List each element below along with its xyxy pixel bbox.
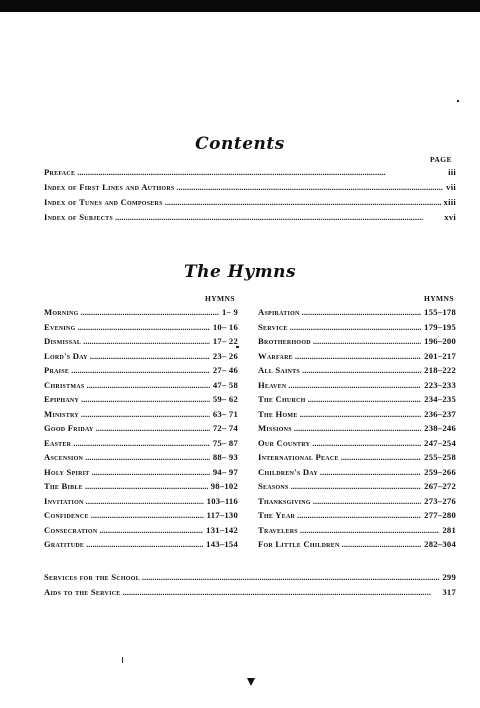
dot-leader bbox=[300, 524, 439, 536]
hymn-category bbox=[44, 524, 238, 536]
back-matter-entry-label: Aids to the Service bbox=[44, 587, 121, 597]
hymn-category bbox=[44, 364, 238, 376]
hymn-category bbox=[258, 408, 456, 420]
dot-leader bbox=[290, 321, 422, 333]
dot-leader bbox=[91, 509, 204, 521]
back-matter-entry bbox=[44, 571, 456, 583]
hymn-category-label: Children's Day bbox=[258, 466, 318, 477]
top-edge-bar bbox=[0, 0, 480, 12]
hymn-category bbox=[44, 306, 238, 318]
speck-mark bbox=[457, 100, 459, 102]
hymn-category-number: 238–246 bbox=[424, 423, 456, 433]
hymn-category-number: 255–258 bbox=[424, 452, 456, 462]
hymn-category bbox=[258, 335, 456, 347]
hymn-category-number: 277–280 bbox=[424, 510, 456, 520]
hymn-category bbox=[44, 466, 238, 478]
dot-leader bbox=[90, 350, 210, 362]
hymn-category-number: 59– 62 bbox=[212, 394, 238, 404]
hymn-category-number: 223–233 bbox=[424, 379, 456, 390]
dot-leader bbox=[86, 379, 209, 391]
hymn-category-number: 218–222 bbox=[424, 365, 456, 375]
dot-leader bbox=[342, 538, 422, 550]
dot-leader bbox=[142, 571, 439, 583]
hymns-heading: The Hymns bbox=[183, 262, 297, 282]
dot-leader bbox=[81, 393, 210, 405]
dot-leader bbox=[302, 306, 422, 318]
dot-leader bbox=[123, 586, 440, 598]
hymn-category-label: Our Country bbox=[258, 437, 311, 448]
contents-entry bbox=[44, 166, 456, 178]
dot-leader bbox=[295, 350, 421, 362]
dot-leader bbox=[85, 451, 210, 463]
hymn-category-label: The Year bbox=[258, 510, 296, 520]
contents-entry-label: Index of Tunes and Composers bbox=[44, 197, 163, 207]
hymn-category bbox=[44, 321, 238, 333]
hymn-category bbox=[44, 393, 238, 405]
contents-entry-number: xvi bbox=[444, 212, 456, 222]
hymn-category bbox=[258, 350, 456, 362]
hymn-category-label: Morning bbox=[44, 307, 79, 317]
hymn-category bbox=[44, 495, 238, 507]
hymn-category-label: Easter bbox=[44, 437, 72, 448]
dot-leader bbox=[300, 408, 422, 420]
dot-leader bbox=[81, 408, 210, 420]
dot-leader bbox=[83, 335, 210, 347]
hymn-category bbox=[258, 379, 456, 391]
dot-leader bbox=[302, 364, 421, 376]
hymn-category-number: 103–116 bbox=[206, 495, 238, 506]
hymn-category-label: Holy Spirit bbox=[44, 466, 90, 477]
hymn-category bbox=[258, 509, 456, 521]
hymn-category bbox=[44, 379, 238, 391]
hymn-category-label: Christmas bbox=[44, 379, 85, 390]
hymn-category bbox=[258, 393, 456, 405]
dot-leader bbox=[77, 166, 445, 178]
hymn-category-number: 72– 74 bbox=[212, 423, 238, 433]
hymn-category-number: 98–102 bbox=[210, 481, 238, 491]
dot-leader bbox=[86, 495, 204, 507]
dot-leader bbox=[73, 437, 210, 449]
hymn-category-label: Lord's Day bbox=[44, 350, 88, 361]
contents-entry bbox=[44, 181, 456, 193]
contents-entry bbox=[44, 211, 456, 223]
hymn-category-number: 94– 97 bbox=[212, 466, 238, 477]
hymn-category-label: For Little Children bbox=[258, 539, 340, 549]
hymn-category-number: 27– 46 bbox=[212, 365, 238, 375]
speck-mark bbox=[236, 346, 239, 348]
dot-leader bbox=[294, 422, 421, 434]
hymn-category-label: Aspiration bbox=[258, 307, 300, 317]
hymn-category bbox=[258, 321, 456, 333]
dot-leader bbox=[297, 509, 421, 521]
hymn-category-label: The Church bbox=[258, 394, 306, 404]
hymn-category bbox=[44, 350, 238, 362]
contents-entry-number: xiii bbox=[443, 197, 456, 207]
hymn-category bbox=[44, 480, 238, 492]
hymn-category-number: 247–254 bbox=[424, 437, 456, 448]
dot-leader bbox=[313, 495, 421, 507]
page-turn-arrow-icon bbox=[247, 678, 255, 686]
hymn-category-label: Consecration bbox=[44, 524, 98, 535]
hymn-category-label: Travelers bbox=[258, 524, 298, 535]
hymn-category-number: 196–200 bbox=[424, 336, 456, 346]
hymn-category bbox=[258, 437, 456, 449]
dot-leader bbox=[288, 379, 421, 391]
dot-leader bbox=[78, 321, 210, 333]
hymn-category-number: 179–195 bbox=[424, 321, 456, 332]
contents-entry-label: Index of First Lines and Authors bbox=[44, 182, 175, 192]
dot-leader bbox=[308, 393, 422, 405]
dot-leader bbox=[291, 480, 422, 492]
hymn-category-number: 10– 16 bbox=[212, 321, 238, 332]
hymn-category-label: Heaven bbox=[258, 379, 287, 390]
hymn-category bbox=[258, 524, 456, 536]
hymn-category-label: International Peace bbox=[258, 452, 339, 462]
hymn-category-number: 75– 87 bbox=[212, 437, 238, 448]
dot-leader bbox=[96, 422, 210, 434]
hymn-category-number: 155–178 bbox=[424, 307, 456, 317]
hymn-category-number: 234–235 bbox=[424, 394, 456, 404]
hymn-category bbox=[44, 422, 238, 434]
hymn-category bbox=[258, 480, 456, 492]
hymn-category-number: 1– 9 bbox=[221, 307, 238, 317]
dot-leader bbox=[312, 437, 421, 449]
hymn-category-label: Brotherhood bbox=[258, 336, 311, 346]
contents-entry bbox=[44, 196, 456, 208]
contents-entry-label: Preface bbox=[44, 167, 76, 177]
contents-heading: Contents bbox=[195, 134, 285, 154]
back-matter-entry bbox=[44, 586, 456, 598]
hymn-category-number: 259–266 bbox=[424, 466, 456, 477]
hymn-category-label: Seasons bbox=[258, 481, 289, 491]
contents-entry-number: iii bbox=[448, 167, 456, 177]
hymn-category-number: 117–130 bbox=[206, 510, 238, 520]
dot-leader bbox=[91, 466, 209, 478]
dot-leader bbox=[320, 466, 421, 478]
hymns-column-label-left: HYMNS bbox=[205, 294, 235, 303]
hymn-category bbox=[258, 466, 456, 478]
hymn-category-label: The Home bbox=[258, 408, 298, 419]
hymn-category-label: Ascension bbox=[44, 452, 84, 462]
hymn-category-number: 281 bbox=[442, 524, 456, 535]
hymn-category-label: Service bbox=[258, 321, 288, 332]
hymn-category-number: 23– 26 bbox=[212, 350, 238, 361]
speck-mark bbox=[122, 657, 123, 663]
hymn-category-label: Dismissal bbox=[44, 336, 82, 346]
hymn-category bbox=[258, 364, 456, 376]
dot-leader bbox=[71, 364, 210, 376]
dot-leader bbox=[115, 211, 441, 223]
hymn-category bbox=[44, 538, 238, 550]
hymn-category-label: Gratitude bbox=[44, 539, 85, 549]
hymn-category-label: Missions bbox=[258, 423, 292, 433]
back-matter-entry-number: 299 bbox=[442, 572, 456, 582]
hymn-category bbox=[44, 509, 238, 521]
back-matter-entry-label: Services for the School bbox=[44, 572, 140, 582]
hymn-category-number: 236–237 bbox=[424, 408, 456, 419]
back-matter-entry-number: 317 bbox=[442, 587, 456, 597]
hymn-category bbox=[44, 451, 238, 463]
dot-leader bbox=[341, 451, 421, 463]
hymn-category-label: Epiphany bbox=[44, 394, 80, 404]
hymn-category-label: Thanksgiving bbox=[258, 495, 311, 506]
hymn-category bbox=[258, 538, 456, 550]
hymn-category-label: The Bible bbox=[44, 481, 83, 491]
hymn-category-number: 282–304 bbox=[424, 539, 456, 549]
hymn-category-label: Invitation bbox=[44, 495, 84, 506]
hymn-category-label: Warfare bbox=[258, 350, 293, 361]
hymn-category-number: 267–272 bbox=[424, 481, 456, 491]
hymn-category-label: Ministry bbox=[44, 408, 79, 419]
hymn-category bbox=[44, 437, 238, 449]
hymn-category-number: 143–154 bbox=[206, 539, 238, 549]
hymn-category bbox=[44, 408, 238, 420]
dot-leader bbox=[85, 480, 208, 492]
hymn-category-number: 273–276 bbox=[424, 495, 456, 506]
dot-leader bbox=[81, 306, 219, 318]
hymns-column-label-right: HYMNS bbox=[424, 294, 454, 303]
hymn-category-label: All Saints bbox=[258, 365, 300, 375]
hymn-category-label: Evening bbox=[44, 321, 76, 332]
hymn-category bbox=[258, 451, 456, 463]
dot-leader bbox=[99, 524, 203, 536]
hymn-category-number: 201–217 bbox=[424, 350, 456, 361]
hymn-category-label: Confidence bbox=[44, 510, 89, 520]
hymn-category bbox=[44, 335, 238, 347]
hymn-category-number: 47– 58 bbox=[212, 379, 238, 390]
hymn-category-number: 63– 71 bbox=[212, 408, 238, 419]
contents-entry-number: vii bbox=[446, 182, 456, 192]
hymn-category-label: Praise bbox=[44, 365, 70, 375]
dot-leader bbox=[165, 196, 441, 208]
hymn-category-number: 88– 93 bbox=[212, 452, 238, 462]
contents-entry-label: Index of Subjects bbox=[44, 212, 114, 222]
hymn-category bbox=[258, 306, 456, 318]
hymn-category bbox=[258, 495, 456, 507]
hymn-category-number: 131–142 bbox=[206, 524, 238, 535]
hymn-category bbox=[258, 422, 456, 434]
hymn-category-label: Good Friday bbox=[44, 423, 94, 433]
dot-leader bbox=[86, 538, 203, 550]
page-column-label: PAGE bbox=[430, 155, 452, 164]
dot-leader bbox=[176, 181, 443, 193]
dot-leader bbox=[313, 335, 421, 347]
hymn-category-number: 17– 22 bbox=[212, 336, 238, 346]
